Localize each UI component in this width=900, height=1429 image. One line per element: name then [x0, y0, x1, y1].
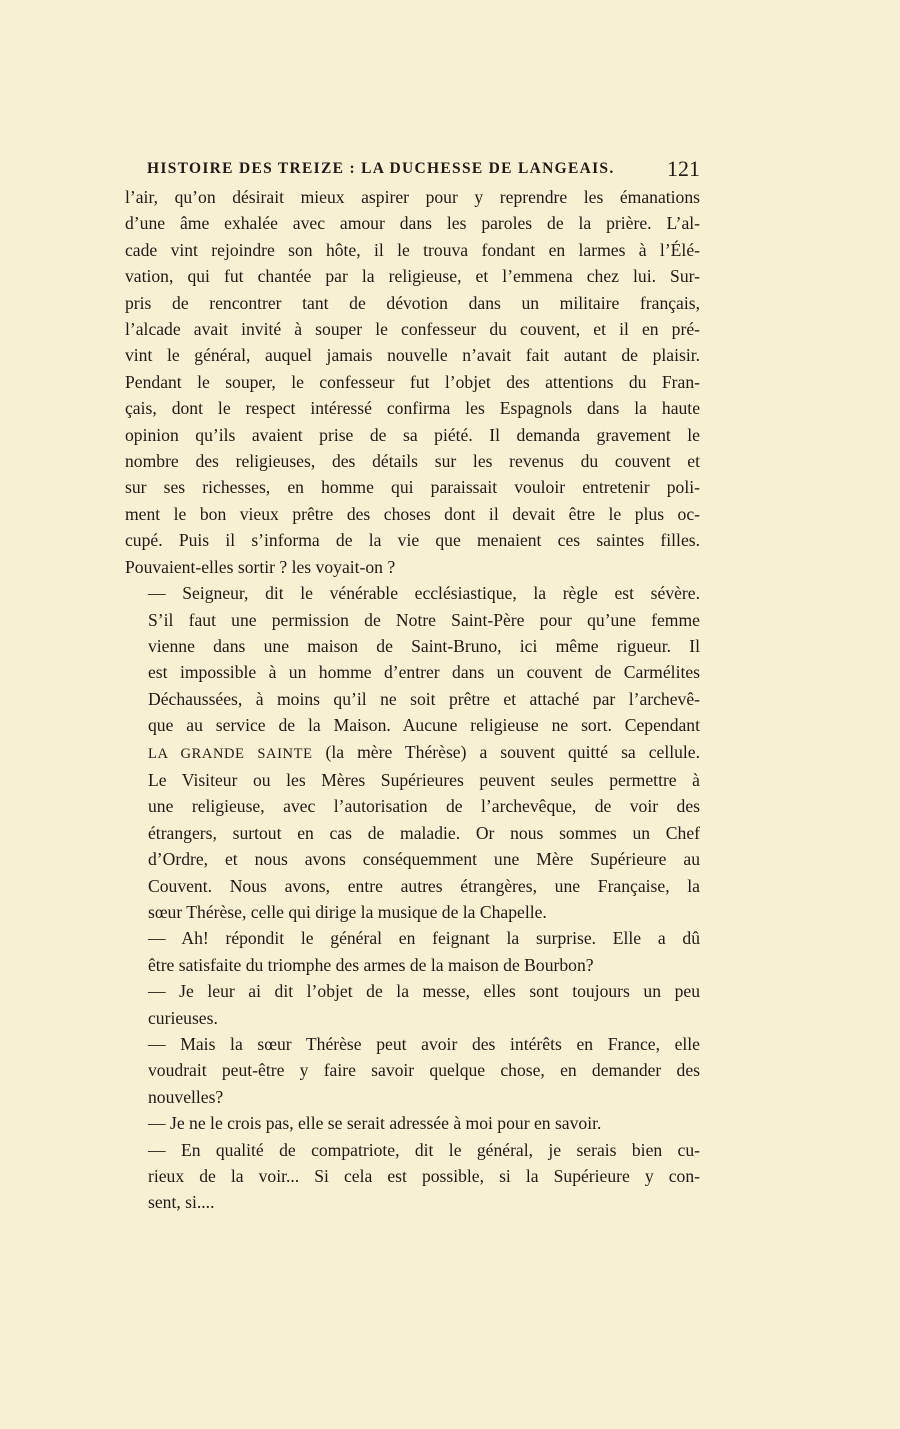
text-line: cupé. Puis il s’informa de la vie que menaient ces saintes filles. [125, 530, 700, 551]
text-line: nombre des religieuses, des détails sur les revenus du couvent et [125, 451, 700, 472]
page-number: 121 [667, 156, 700, 181]
text-line: pris de rencontrer tant de dévotion dans un militaire français, [125, 292, 700, 313]
text-line: Pendant le souper, le confesseur fut l’objet des attentions du Fran- [125, 371, 700, 392]
text-line: l’air, qu’on désirait mieux aspirer pour y reprendre les émanations [125, 187, 700, 207]
text-line: voudrait peut-être y faire savoir quelque chose, en demander des [148, 1060, 700, 1081]
text-line: vienne dans une maison de Saint-Bruno, ici même rigueur. Il [148, 635, 700, 656]
paragraph [125, 184, 700, 580]
text-line: d’Ordre, et nous avons conséquemment une Mère Supérieure au [148, 849, 700, 870]
body-text [125, 184, 700, 1216]
text-line: S’il faut une permission de Notre Saint-Père pour qu’une femme [148, 609, 700, 630]
text-line: çais, dont le respect intéressé confirma les Espagnols dans la haute [125, 398, 700, 419]
running-head [147, 156, 700, 186]
text-line: nouvelles? [148, 1086, 224, 1107]
running-title: HISTOIRE DES TREIZE : LA DUCHESSE DE LANGEAIS. [147, 160, 615, 177]
paragraph [125, 1110, 700, 1136]
text-line: d’une âme exhalée avec amour dans les paroles de la prière. L’al- [125, 213, 700, 234]
paragraph [125, 580, 700, 925]
text-line: rieux de la voir... Si cela est possible, si la Supérieure y con- [148, 1166, 700, 1187]
text-line: être satisfaite du triomphe des armes de la maison de Bourbon? [148, 954, 594, 975]
text-line: — Ah! répondit le général en feignant la surprise. Elle a dû [148, 928, 700, 949]
text-line: Le Visiteur ou les Mères Supérieures peuvent seules permettre à [148, 769, 700, 790]
text-line: sur ses richesses, en homme qui paraissait vouloir entretenir poli- [125, 477, 700, 498]
text-line: — Mais la sœur Thérèse peut avoir des intérêts en France, elle [148, 1034, 700, 1054]
text-line: vint le général, auquel jamais nouvelle n’avait fait autant de plaisir. [125, 345, 700, 366]
text-line: est impossible à un homme d’entrer dans un couvent de Carmélites [148, 662, 700, 683]
text-line: Pouvaient-elles sortir ? les voyait-on ? [125, 556, 396, 577]
text-line: LA GRANDE SAINTE (la mère Thérèse) a souvent quitté sa cellule. [148, 741, 701, 762]
text-line: que au service de la Maison. Aucune religieuse ne sort. Cependant [148, 715, 700, 736]
text-line: vation, qui fut chantée par la religieuse, et l’emmena chez lui. Sur- [125, 266, 700, 287]
text-line: — Seigneur, dit le vénérable ecclésiastique, la règle est sévère. [148, 583, 700, 604]
paragraph [125, 925, 700, 978]
text-line: sœur Thérèse, celle qui dirige la musique de la Chapelle. [148, 901, 547, 922]
text-line: opinion qu’ils avaient prise de sa piété. Il demanda gravement le [125, 424, 700, 445]
text-line: cade vint rejoindre son hôte, il le trouva fondant en larmes à l’Élé- [125, 239, 700, 260]
text-line: — Je ne le crois pas, elle se serait adressée à moi pour en savoir. [148, 1113, 602, 1134]
text-line: Déchaussées, à moins qu’il ne soit prêtre et attaché par l’archevê- [148, 688, 700, 709]
text-line: — En qualité de compatriote, dit le général, je serais bien cu- [148, 1139, 700, 1160]
text-line: l’alcade avait invité à souper le confesseur du couvent, et il en pré- [125, 319, 700, 340]
paragraph [125, 978, 700, 1031]
paragraph [125, 1031, 700, 1110]
text-line: Couvent. Nous avons, entre autres étrangères, une Française, la [148, 875, 700, 896]
text-line: sent, si.... [148, 1192, 215, 1213]
text-line: ment le bon vieux prêtre des choses dont il devait être le plus oc- [125, 503, 700, 524]
paragraph [125, 1137, 700, 1216]
text-line: — Je leur ai dit l’objet de la messe, elles sont toujours un peu [148, 981, 700, 1002]
text-line: une religieuse, avec l’autorisation de l’archevêque, de voir des [148, 796, 700, 817]
text-line: étrangers, surtout en cas de maladie. Or nous sommes un Chef [148, 822, 700, 843]
text-line: curieuses. [148, 1007, 218, 1028]
